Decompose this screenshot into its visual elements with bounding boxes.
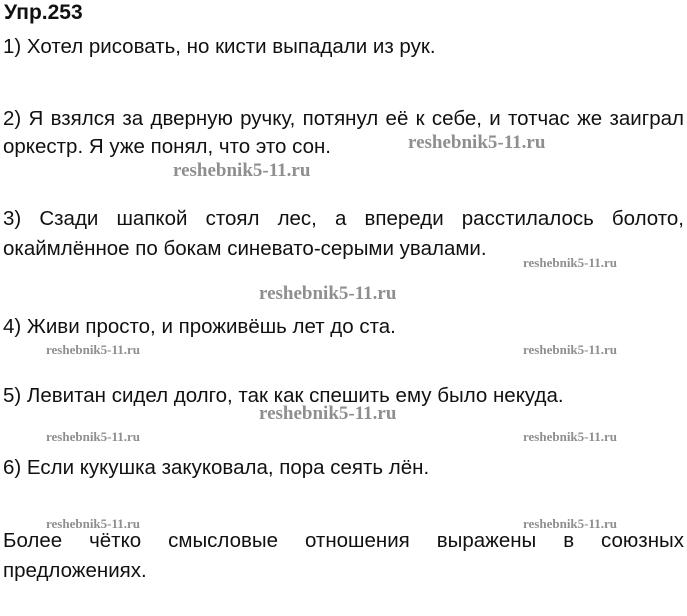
watermark: reshebnik5-11.ru bbox=[259, 283, 397, 304]
sentence-2-line-2: оркестр. Я уже понял, что это сон. bbox=[3, 135, 331, 158]
sentence-2-line-1: 2) Я взялся за дверную ручку, потянул её к себе, и тотчас же заиграл bbox=[3, 107, 684, 130]
watermark: reshebnik5-11.ru bbox=[523, 429, 618, 444]
conclusion-line-2: предложениях. bbox=[3, 559, 147, 582]
watermark: reshebnik5-11.ru bbox=[46, 516, 141, 531]
conclusion-line-1: Более чётко смысловые отношения выражены в союзных bbox=[3, 529, 684, 552]
watermark: reshebnik5-11.ru bbox=[46, 342, 141, 357]
sentence-1: 1) Хотел рисовать, но кисти выпадали из рук. bbox=[3, 35, 436, 58]
watermark: reshebnik5-11.ru bbox=[523, 516, 618, 531]
watermark: reshebnik5-11.ru bbox=[523, 342, 618, 357]
watermark: reshebnik5-11.ru bbox=[523, 255, 618, 270]
sentence-5: 5) Левитан сидел долго, так как спешить ему было некуда. bbox=[3, 384, 564, 407]
watermark: reshebnik5-11.ru bbox=[259, 403, 397, 424]
watermark: reshebnik5-11.ru bbox=[46, 429, 141, 444]
sentence-3-line-1: 3) Сзади шапкой стоял лес, а впереди расстилалось болото, bbox=[3, 207, 684, 230]
watermark: reshebnik5-11.ru bbox=[408, 132, 546, 153]
sentence-6: 6) Если кукушка закуковала, пора сеять лён. bbox=[3, 456, 430, 479]
watermark: reshebnik5-11.ru bbox=[173, 160, 311, 181]
sentence-3-line-2: окаймлённое по бокам синевато-серыми увалами. bbox=[3, 237, 487, 260]
exercise-title: Упр.253 bbox=[4, 1, 83, 24]
sentence-4: 4) Живи просто, и проживёшь лет до ста. bbox=[3, 315, 396, 338]
